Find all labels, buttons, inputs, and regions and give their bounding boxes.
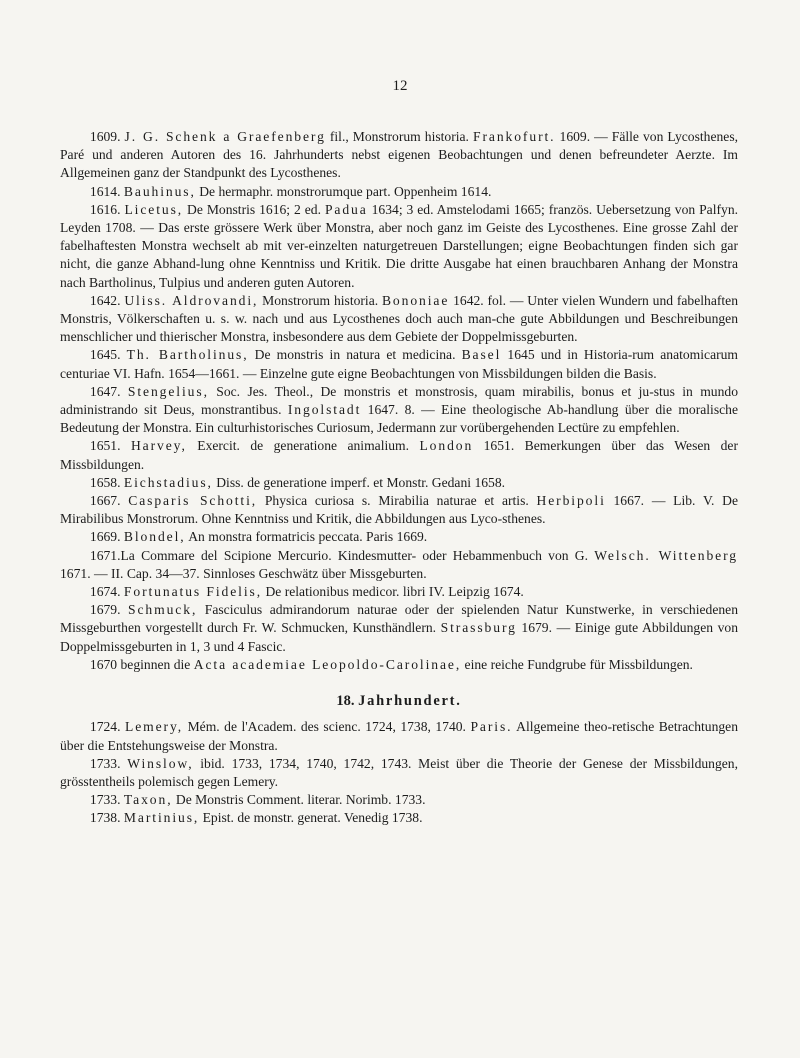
bibliography-entry (60, 755, 738, 791)
entry-place: Paris. (470, 719, 513, 735)
entry-text: La Commare del Scipione Mercurio. Kindesmutter- oder Hebammenbuch von G. (120, 547, 595, 563)
bibliography-entry (60, 383, 738, 438)
entry-text: ibid. 1733, 1734, 1740, 1742, 1743. Meist über die Theorie der Genese der Missbildungen, grösstentheils polemisch gegen Lemery. (60, 755, 739, 789)
entry-author: Fortunatus Fidelis, (123, 584, 263, 600)
entry-year: 1645. (89, 347, 121, 363)
entry-text: Diss. de generatione imperf. et Monstr. Gedani 1658. (212, 474, 506, 490)
entry-text-continued: 1634; 3 ed. Amstelodami 1665; französ. Uebersetzung von Palfyn. Leyden 1708. — Das erste grössere Werk über Monstra, aber noch ganz im Geiste des Lycosthenes. Eine grosse Zahl der fabelhaftesten Monstra wechselt ab mit ver-einzelten naturgetreuen Darstellungen; eigne Beobachtungen finden sich gar nicht, die ganze Abhand-lung ohne Kenntniss und Kritik. Die dritte Ausgabe hat einen brauchbaren Anhang der Monstra nach Bartholinus, Tulpius und anderen guten Autoren. (60, 201, 739, 290)
entry-place: Herbipoli (536, 493, 606, 509)
bibliography-entry (60, 528, 738, 546)
bibliography-entry (60, 492, 738, 528)
entry-author: Stengelius, (127, 383, 209, 399)
bibliography-entry (60, 437, 738, 473)
section-heading (60, 692, 738, 710)
entry-year: 1651. (89, 438, 121, 454)
bibliography-entry (60, 583, 738, 601)
entry-text: beginnen die (117, 656, 194, 672)
entry-text-continued: 1679. — Einige gute Abbildungen von Doppelmissgeburten in 1, 3 und 4 Fascic. (60, 620, 738, 654)
entry-text: De hermaphr. monstrorumque part. Oppenheim 1614. (195, 183, 492, 199)
entry-place: Padua (324, 201, 368, 217)
entry-author: Martinius, (123, 810, 200, 826)
entry-year: 1738. (89, 810, 121, 826)
entry-text-continued: 1642. fol. — Unter vielen Wundern und fabelhaften Monstris, Völkerschaften u. s. w. nach und aus Lycosthenes doch auch man-che gute Abbildungen und Beschreibungen menschlicher und thierischer Monstra, insbesondere aus dem Gebiete der Doppelmissgeburten. (60, 292, 739, 345)
entry-author: Uliss. Aldrovandi, (124, 292, 259, 308)
bibliography-entry (60, 128, 738, 183)
section-heading-word: Jahrhundert. (358, 693, 462, 710)
entry-author: Eichstadius, (123, 474, 213, 490)
bibliography-entry (60, 346, 738, 382)
entry-place: Bononiae (381, 292, 450, 308)
entry-year: 1614. (89, 183, 121, 199)
entry-year: 1679. (89, 602, 121, 618)
entry-year: 1724. (89, 719, 121, 735)
section-heading-number: 18. (336, 693, 355, 710)
entry-text: De Monstris 1616; 2 ed. (183, 201, 325, 217)
entry-year: 1671. (89, 547, 121, 563)
bibliography-entry (60, 183, 738, 201)
entry-text: Physica curiosa s. Mirabilia naturae et artis. (257, 493, 537, 509)
entry-place: Welsch. Wittenberg (594, 547, 738, 563)
entry-text: De relationibus medicor. libri IV. Leipzig 1674. (262, 584, 524, 600)
entry-text-continued: Allgemeine theo-retische Betrachtungen über die Entstehungsweise der Monstra. (60, 719, 738, 753)
entry-author: Casparis Schotti, (128, 493, 258, 509)
entries-17th-century (60, 128, 738, 674)
entry-text-continued: 1651. Bemerkungen über das Wesen der Missbildungen. (60, 438, 738, 472)
entry-text: Soc. Jes. Theol., De monstris et monstrosis, quam mirabilis, bonus et ju-stus in mundo administrando sit Deus, monstrantibus. (60, 383, 738, 418)
entry-author: Taxon, (123, 792, 173, 808)
entry-year: 1642. (89, 292, 121, 308)
entry-author: Lemery, (124, 719, 184, 735)
entry-text: Epist. de monstr. generat. Venedig 1738. (199, 810, 423, 826)
entry-year: 1670 (89, 656, 118, 672)
entry-year: 1647. (89, 383, 121, 399)
bibliography-entry (60, 656, 738, 674)
entry-year: 1616. (89, 201, 121, 217)
entry-text: Mém. de l'Academ. des scienc. 1724, 1738, 1740. (183, 719, 471, 735)
entries-18th-century (60, 718, 738, 827)
entry-text: An monstra formatricis peccata. Paris 1669. (185, 529, 428, 545)
entry-text: Fasciculus admirandorum naturae oder der spielenden Natur Kunstwerke, in verschiedenen Missgeburthen vorgestellt durch Fr. W. Schmucken, Kunsthändlern. (60, 602, 738, 636)
entry-place: London (419, 438, 474, 454)
entry-text: fil., Monstrorum historia. (325, 129, 473, 144)
entry-author: J. G. Schenk a Graefenberg (124, 129, 326, 144)
entry-author: Schmuck, (128, 602, 198, 618)
entry-author: Harvey, (130, 438, 187, 454)
entry-text-continued: 1645 und in Historia-rum anatomicarum centuriae VI. Hafn. 1654—1661. — Einzelne gute eigne Beobachtungen von Missbildungen bilden die Basis. (60, 347, 738, 381)
entry-year: 1609. (89, 129, 121, 144)
bibliography-entry (60, 718, 738, 754)
entry-year: 1733. (89, 792, 121, 808)
entry-text-continued: eine reiche Fundgrube für Missbildungen. (461, 656, 693, 672)
entry-author: Bauhinus, (123, 183, 196, 199)
bibliography-entry (60, 292, 738, 347)
entry-author: Licetus, (124, 201, 184, 217)
entry-place: Acta academiae Leopoldo-Carolinae, (193, 656, 462, 672)
entry-year: 1674. (89, 584, 121, 600)
entry-place: Strassburg (440, 620, 517, 636)
bibliography-entry (60, 474, 738, 492)
page-number: 12 (392, 78, 408, 94)
entry-text-continued: 1671. — II. Cap. 34—37. Sinnloses Geschwätz über Missgeburten. (60, 565, 427, 581)
bibliography-entry (60, 791, 738, 809)
entry-place: Basel (461, 347, 502, 363)
bibliography-entry (60, 201, 738, 292)
bibliography-entry (60, 809, 738, 827)
entry-text: Monstrorum historia. (258, 292, 382, 308)
entry-text: De monstris in natura et medicina. (248, 347, 462, 363)
entry-year: 1667. (89, 493, 121, 509)
bibliography-entry (60, 547, 738, 583)
entry-text-continued: 1667. — Lib. V. De Mirabilibus Monstrorum. Ohne Kenntniss und Kritik, die Abbildungen aus Lyco-sthenes. (60, 493, 739, 527)
entry-author: Winslow, (127, 755, 194, 771)
entry-author: Th. Bartholinus, (126, 347, 249, 363)
entry-text: Exercit. de generatione animalium. (186, 438, 420, 454)
entry-author: Blondel, (123, 529, 186, 545)
entry-place: Frankofurt. (473, 129, 556, 144)
entry-year: 1733. (89, 755, 121, 771)
entry-place: Ingolstadt (287, 402, 362, 418)
bibliography-body (60, 128, 738, 828)
entry-year: 1658. (89, 474, 121, 490)
entry-text-continued: 1647. 8. — Eine theologische Ab-handlung über die moralische Bedeutung der Monstra. Ein culturhistorisches Curiosum, Jedermann zur vorübergehenden Lectüre zu empfehlen. (60, 402, 738, 436)
entry-text: De Monstris Comment. literar. Norimb. 1733. (172, 792, 426, 808)
bibliography-entry (60, 601, 738, 656)
entry-text-continued: 1609. — Fälle von Lycosthenes, Paré und anderen Autoren des 16. Jahrhunderts nebst eigenen Beobachtungen und denen befreundeter Aerzte. Im Allgemeinen ganz der Standpunkt des Lycosthenes. (60, 129, 739, 181)
entry-year: 1669. (89, 529, 121, 545)
